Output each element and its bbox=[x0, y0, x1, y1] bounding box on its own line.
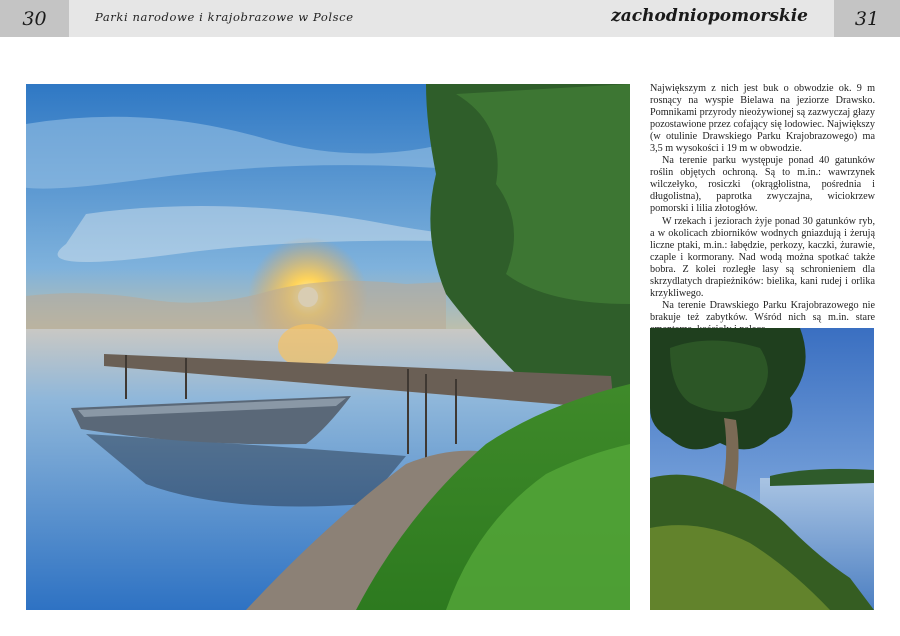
article-text-column bbox=[650, 83, 875, 336]
region-title: zachodniopomorskie bbox=[611, 6, 808, 26]
paragraph: W rzekach i jeziorach żyje ponad 30 gatunków ryb, a w okolicach zbiorników wodnych gniazdują i żerują liczne ptaki, m.in.: łabędzie, perkozy, kaczki, żurawie, czaple i kormorany. Nad wodą można spotkać także bobra. Z kolei rozległe lasy są schronieniem dla skrzydlatych drapieżników: bielika, kani rudej i orlika krzykliwego. bbox=[650, 215, 875, 299]
lake-jetty-sunrise-photo bbox=[26, 84, 630, 610]
left-page-number: 30 bbox=[0, 0, 69, 37]
right-page-number: 31 bbox=[834, 0, 900, 37]
paragraph: Największym z nich jest buk o obwodzie ok. 9 m rosnący na wyspie Bielawa na jeziorze Drawsko. Pomnikami przyrody nieożywionej są zazwyczaj głazy pozostawione przez cofający się lodowiec. Największy (w otulinie Drawskiego Parku Krajobrazowego) ma 3,5 m wysokości i 19 m w obwodzie. bbox=[650, 83, 875, 155]
paragraph: Na terenie Drawskiego Parku Krajobrazowego nie brakuje też zabytków. Wśród nich są m.in. stare bbox=[650, 299, 875, 323]
page-header bbox=[0, 0, 900, 37]
running-title: Parki narodowe i krajobrazowe w Polsce bbox=[95, 10, 354, 24]
lakeside-tree-photo bbox=[650, 328, 874, 610]
paragraph: Na terenie parku występuje ponad 40 gatunków roślin objętych ochroną. Są to m.in.: wawrzynek wilczełyko, rosiczki (okrągłolistna, pośrednia i długolistna), paprotka zwyczajna, wiciokrzew pomorski i lilia złotogłów. bbox=[650, 155, 875, 215]
